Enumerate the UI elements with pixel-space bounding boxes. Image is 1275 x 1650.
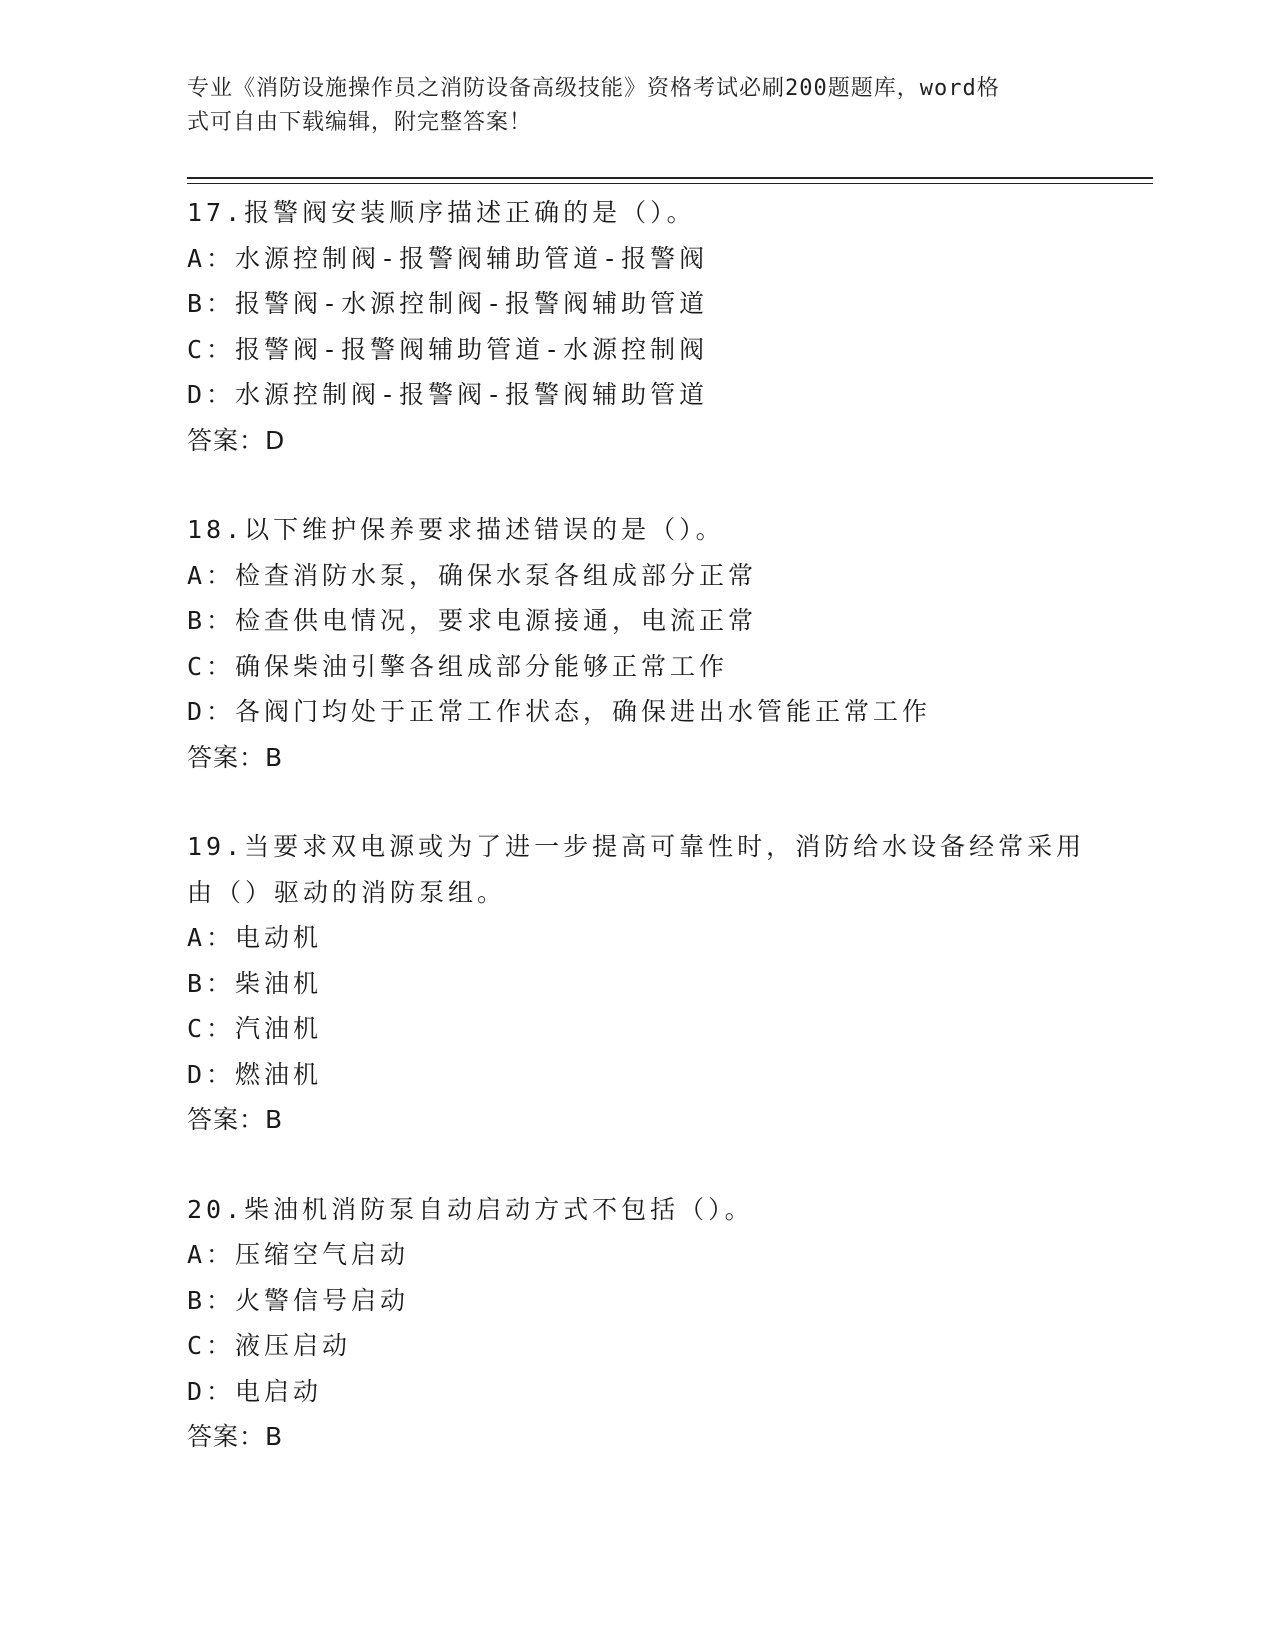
option-a: A：压缩空气启动: [187, 1240, 410, 1269]
answer-line: 答案：D: [187, 425, 286, 455]
option-d: D：电启动: [187, 1376, 323, 1406]
document-header: [187, 72, 1067, 140]
answer-line: 答案：B: [187, 742, 284, 772]
question-stem: 18.以下维护保养要求描述错误的是（）。: [187, 515, 725, 544]
question-list: [187, 190, 1153, 1504]
answer-line: 答案：B: [187, 1422, 284, 1451]
option-b: B：柴油机: [187, 968, 323, 998]
option-c: C：报警阀-报警阀辅助管道-水源控制阀: [187, 334, 709, 364]
option-a: A：电动机: [187, 923, 323, 952]
header-rule-thin: [187, 183, 1153, 184]
question-stem-continued: 由（）驱动的消防泵组。: [187, 877, 507, 907]
option-c: C：确保柴油引擎各组成部分能够正常工作: [187, 651, 729, 681]
option-a: A：水源控制阀-报警阀辅助管道-报警阀: [187, 243, 709, 273]
option-b: B：报警阀-水源控制阀-报警阀辅助管道: [187, 289, 709, 318]
option-d: D：各阀门均处于正常工作状态，确保进出水管能正常工作: [187, 697, 932, 726]
header-rule-thick: [187, 177, 1153, 179]
question-20: [187, 1187, 1153, 1460]
option-b: B：检查供电情况，要求电源接通，电流正常: [187, 606, 758, 635]
question-stem: 20.柴油机消防泵自动启动方式不包括（）。: [187, 1194, 754, 1224]
header-line-1: 专业《消防设施操作员之消防设备高级技能》资格考试必刷200题题库，word格: [187, 76, 1000, 101]
answer-line: 答案：B: [187, 1105, 284, 1134]
question-stem: 19.当要求双电源或为了进一步提高可靠性时，消防给水设备经常采用: [187, 832, 1086, 861]
question-17: [187, 190, 1153, 463]
header-line-2: 式可自由下载编辑，附完整答案！: [187, 110, 533, 135]
option-c: C：液压启动: [187, 1331, 352, 1360]
question-stem: 17.报警阀安装顺序描述正确的是（）。: [187, 198, 696, 227]
option-b: B：火警信号启动: [187, 1285, 410, 1315]
option-d: D：燃油机: [187, 1059, 323, 1089]
option-a: A：检查消防水泵，确保水泵各组成部分正常: [187, 560, 758, 590]
question-19: [187, 824, 1153, 1143]
question-18: [187, 507, 1153, 780]
option-d: D：水源控制阀-报警阀-报警阀辅助管道: [187, 380, 709, 409]
option-c: C：汽油机: [187, 1014, 323, 1043]
